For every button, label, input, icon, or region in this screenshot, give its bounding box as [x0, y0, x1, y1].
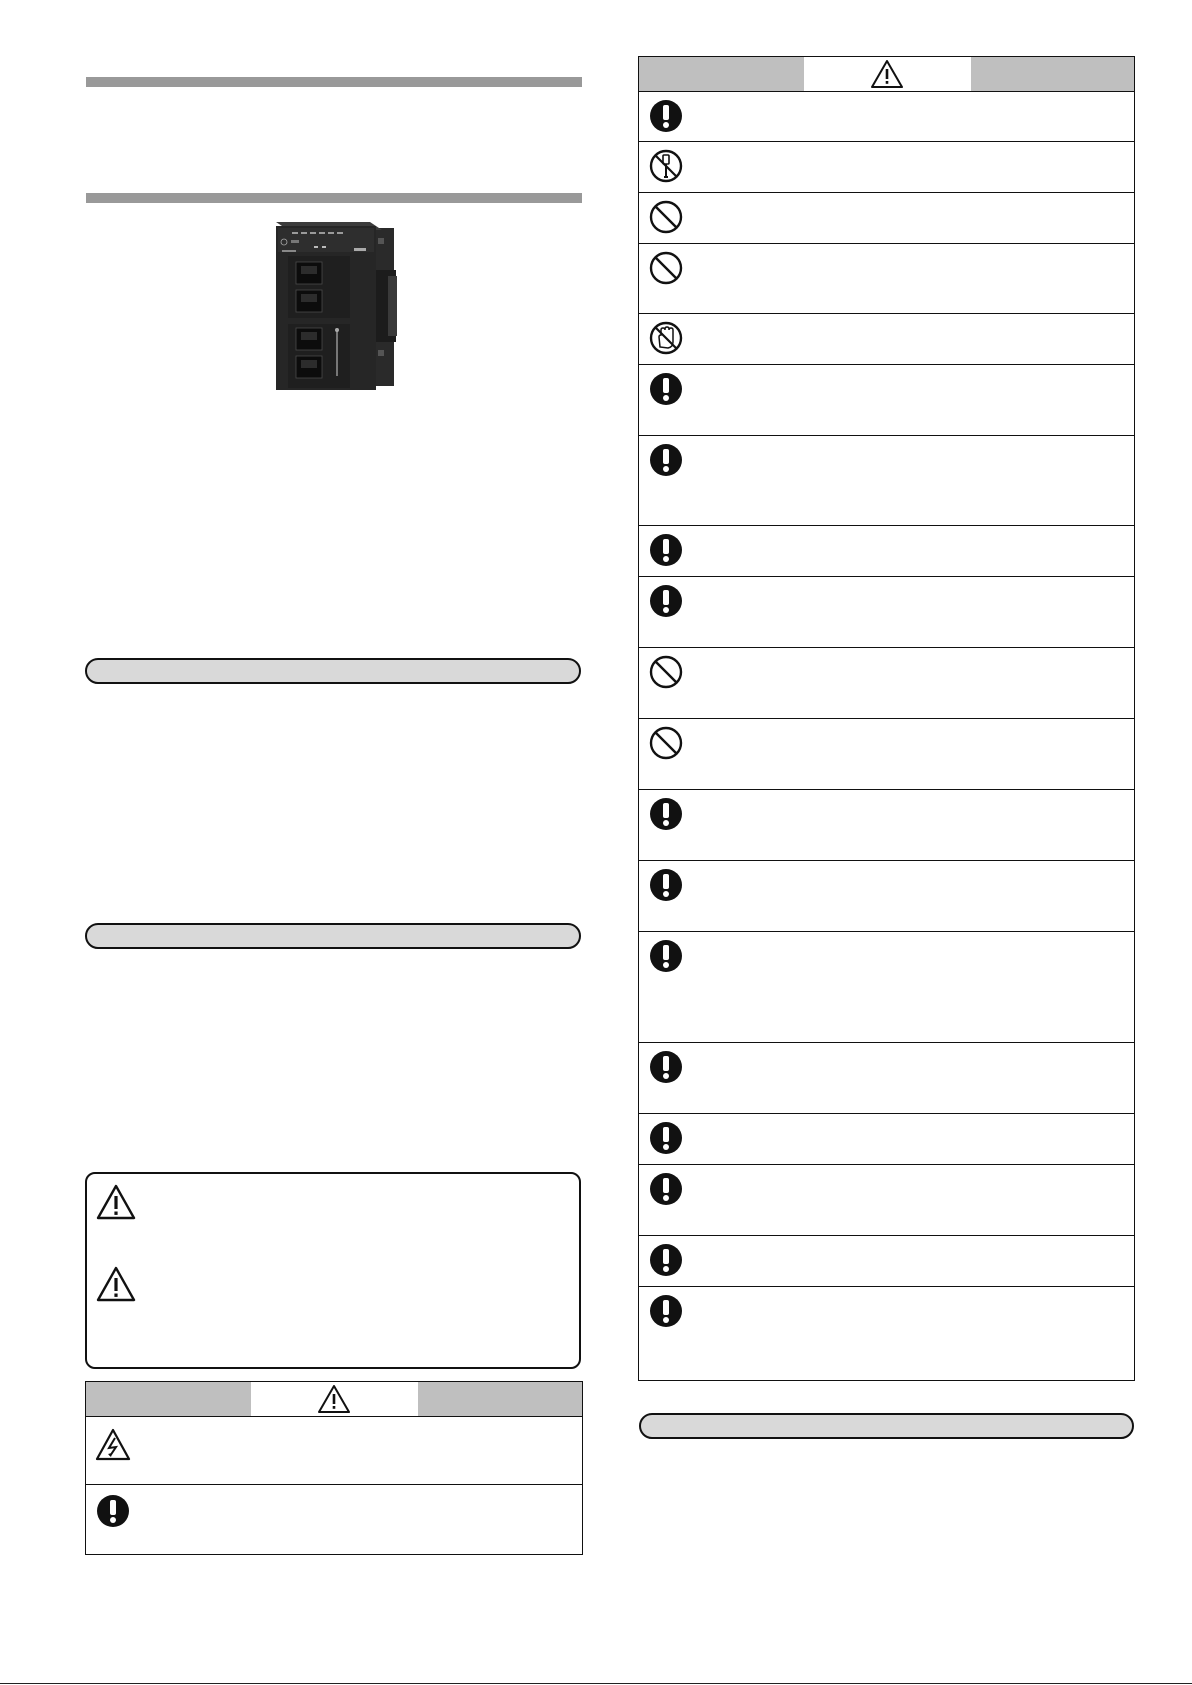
warning-row — [639, 932, 1134, 1043]
mandatory-icon — [648, 1171, 684, 1207]
warning-row — [639, 1236, 1134, 1287]
warning-triangle-icon — [96, 1183, 136, 1221]
prohibited-icon — [648, 199, 684, 235]
warning-row — [639, 365, 1134, 436]
mandatory-icon — [648, 532, 684, 568]
section-heading-bar-2 — [85, 923, 581, 949]
section-heading-bar-3 — [639, 1413, 1134, 1439]
warning-table-header — [86, 1382, 582, 1417]
prohibited-icon — [648, 250, 684, 286]
warning-row — [639, 244, 1134, 314]
warning-table-header — [639, 57, 1134, 92]
page-footer-line — [0, 1683, 1192, 1684]
warning-table-left — [85, 1381, 583, 1555]
warning-triangle-icon — [870, 59, 904, 89]
warning-row — [639, 577, 1134, 648]
mandatory-icon — [648, 583, 684, 619]
warning-row — [639, 1114, 1134, 1165]
mandatory-icon — [648, 796, 684, 832]
mandatory-icon — [648, 442, 684, 478]
mandatory-icon — [648, 1120, 684, 1156]
warning-row — [639, 648, 1134, 719]
warning-row — [639, 142, 1134, 193]
electric-shock-icon — [95, 1427, 131, 1463]
warning-row — [639, 861, 1134, 932]
warning-row — [639, 790, 1134, 861]
section-heading-bar-1 — [85, 658, 581, 684]
prohibited-icon — [648, 654, 684, 690]
mandatory-icon — [648, 938, 684, 974]
mandatory-icon — [648, 1293, 684, 1329]
warning-triangle-icon — [317, 1384, 351, 1414]
warning-row — [639, 193, 1134, 244]
mandatory-icon — [95, 1493, 131, 1529]
mandatory-icon — [648, 1242, 684, 1278]
warning-row — [639, 719, 1134, 790]
do-not-touch-icon — [648, 320, 684, 356]
warning-header-label-cell — [251, 1382, 418, 1416]
signal-word-box — [85, 1172, 581, 1369]
mandatory-icon — [648, 867, 684, 903]
warning-table-right — [638, 56, 1135, 1381]
warning-header-label-cell — [804, 57, 971, 91]
warning-row — [86, 1417, 582, 1485]
no-disassembly-icon — [648, 148, 684, 184]
title-bottom-rule — [86, 193, 582, 203]
caution-triangle-icon — [96, 1265, 136, 1303]
product-photo — [270, 218, 398, 396]
warning-row — [639, 526, 1134, 577]
warning-row — [639, 436, 1134, 526]
mandatory-icon — [648, 1049, 684, 1085]
prohibited-icon — [648, 725, 684, 761]
warning-row — [86, 1485, 582, 1554]
warning-row — [639, 1165, 1134, 1236]
mandatory-icon — [648, 371, 684, 407]
warning-row — [639, 1043, 1134, 1114]
warning-row — [639, 314, 1134, 365]
top-title-rule — [86, 77, 582, 87]
mandatory-icon — [648, 98, 684, 134]
warning-row — [639, 1287, 1134, 1375]
warning-row — [639, 92, 1134, 142]
